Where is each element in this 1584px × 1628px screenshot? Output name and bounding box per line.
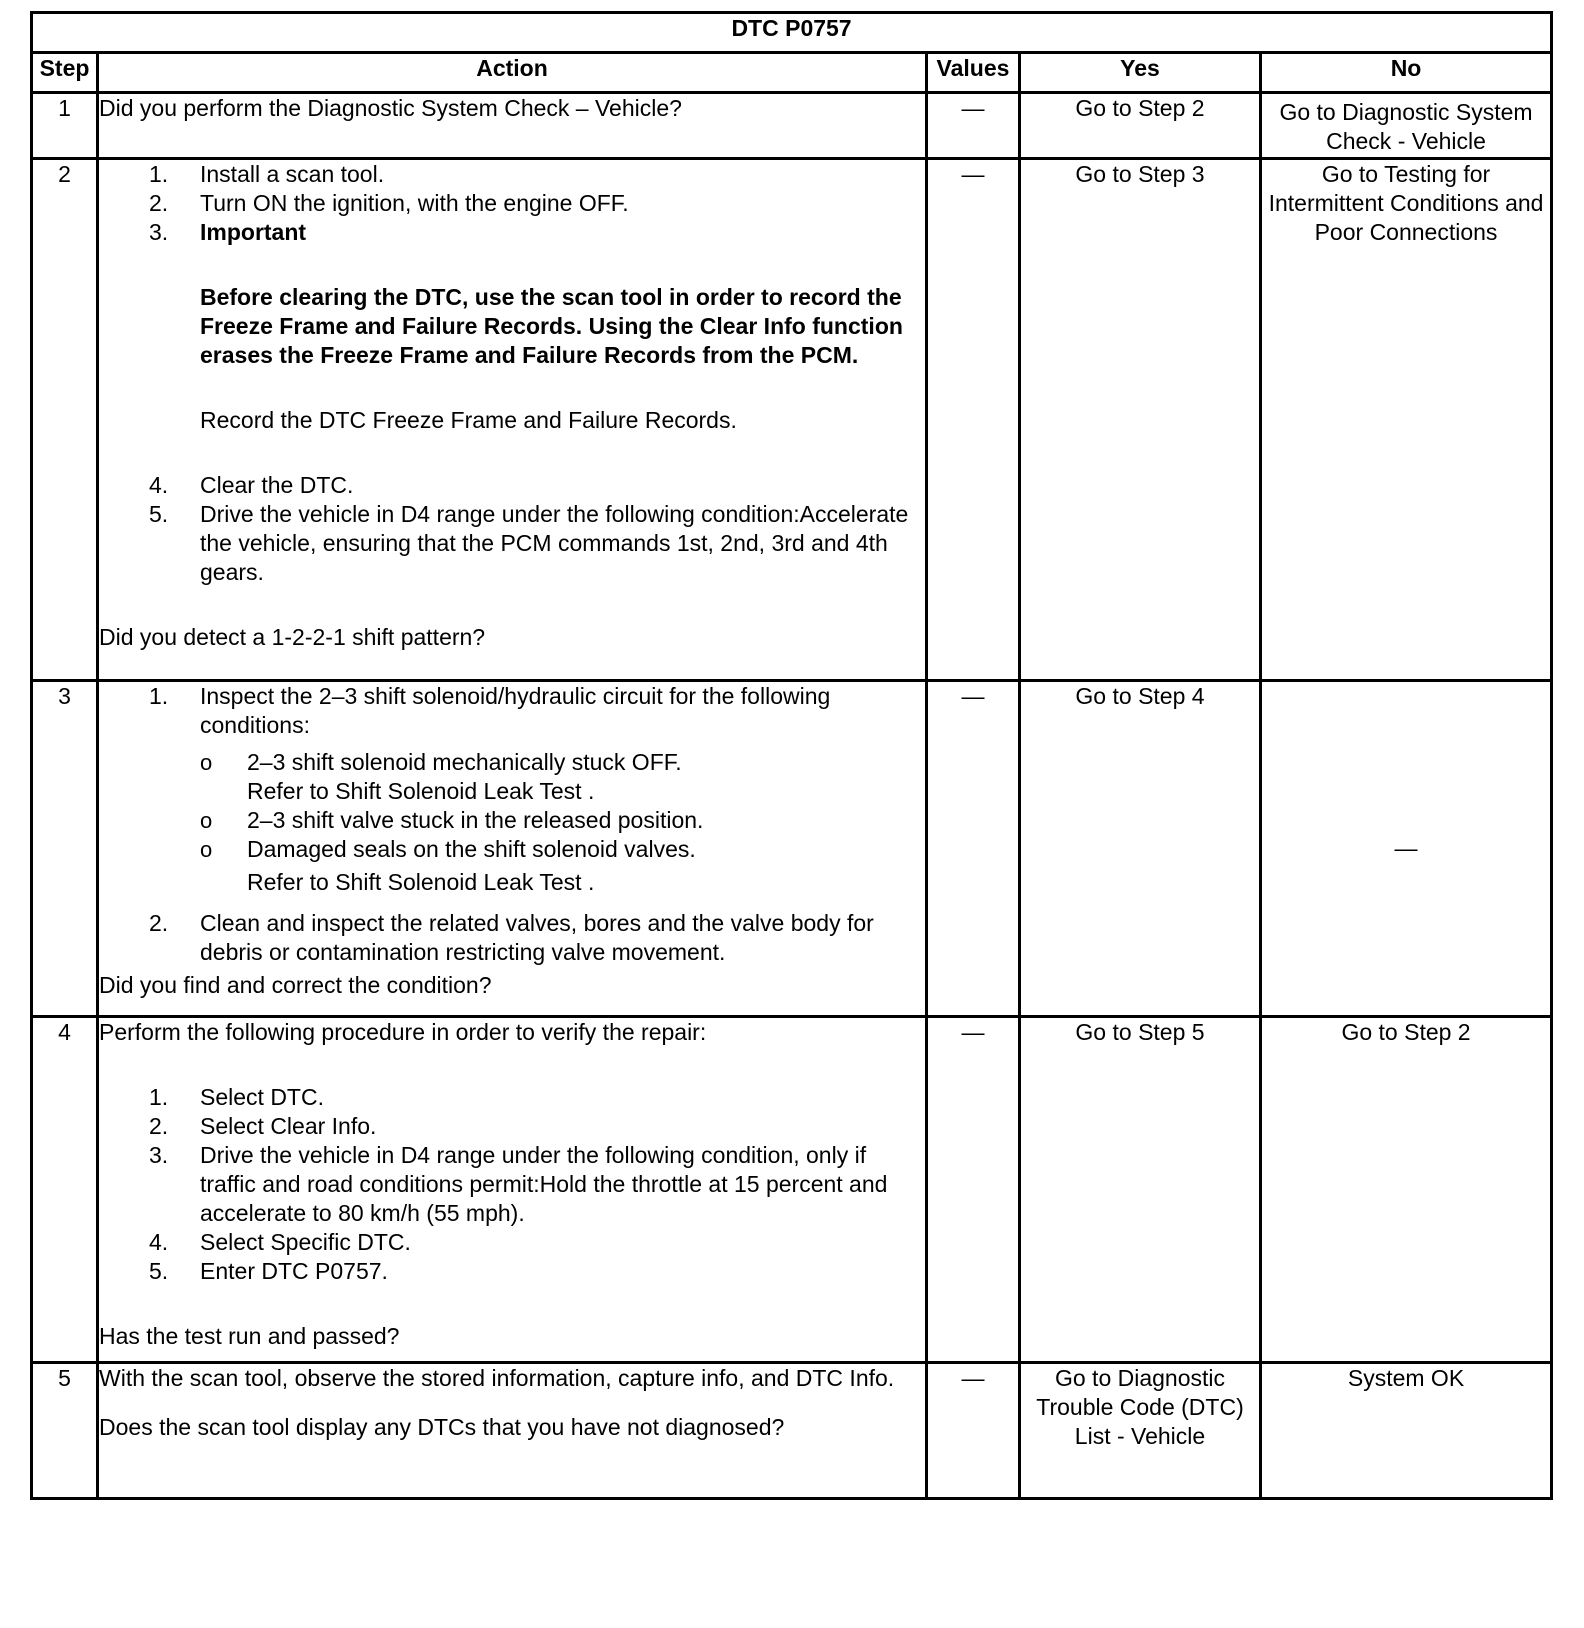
question-text: Has the test run and passed? (99, 1323, 400, 1349)
table-row (32, 681, 1552, 1017)
intro-text: With the scan tool, observe the stored information, capture info, and DTC Info. (99, 1365, 895, 1391)
refer-link-text: Refer to Shift Solenoid Leak Test . (247, 869, 595, 895)
table-row (32, 1017, 1552, 1363)
header-action: Action (98, 53, 927, 93)
procedure-list (99, 1083, 925, 1286)
table-row (32, 159, 1552, 681)
no-cell: Go to Diagnostic System Check - Vehicle (1261, 93, 1552, 159)
values-cell: — (927, 159, 1020, 681)
record-note: Record the DTC Freeze Frame and Failure Records. (200, 407, 737, 433)
list-item: 2. Turn ON the ignition, with the engine OFF. (149, 190, 629, 216)
list-item: o Damaged seals on the shift solenoid valves. (200, 836, 696, 862)
refer-link-text: Refer to Shift Solenoid Leak Test . (247, 778, 595, 804)
step-number: 2 (32, 159, 98, 681)
procedure-list (99, 909, 925, 967)
values-cell: — (927, 93, 1020, 159)
no-cell: System OK (1261, 1363, 1552, 1499)
step-number: 4 (32, 1017, 98, 1363)
list-item: 2. Clean and inspect the related valves, bores and the valve body for debris or contamination restricting valve movement. (149, 910, 874, 965)
step-number: 5 (32, 1363, 98, 1499)
table-row (32, 1363, 1552, 1499)
action-cell (98, 681, 927, 1017)
list-item: o 2–3 shift valve stuck in the released position. (200, 807, 704, 833)
important-note: Before clearing the DTC, use the scan tool in order to record the Freeze Frame and Failure Records. Using the Clear Info function erases the Freeze Frame and Failure Records from the PCM. (200, 284, 903, 368)
intro-text: Perform the following procedure in order to verify the repair: (99, 1019, 707, 1045)
action-cell (98, 1017, 927, 1363)
list-item: 1. Install a scan tool. (149, 161, 385, 187)
list-item: 1. Select DTC. (149, 1084, 324, 1110)
values-cell: — (927, 681, 1020, 1017)
list-item: 5. Drive the vehicle in D4 range under the following condition:Accelerate the vehicle, ensuring that the PCM commands 1st, 2nd, 3rd and 4th gears. (149, 501, 909, 585)
question-text: Did you detect a 1-2-2-1 shift pattern? (99, 624, 486, 650)
yes-cell: Go to Diagnostic Trouble Code (DTC) List - Vehicle (1020, 1363, 1261, 1499)
no-cell: — (1261, 681, 1552, 1017)
condition-list (99, 806, 925, 864)
list-item: 5. Enter DTC P0757. (149, 1258, 388, 1284)
no-cell: Go to Testing for Intermittent Conditions and Poor Connections (1261, 159, 1552, 681)
question-text: Did you find and correct the condition? (99, 972, 492, 998)
yes-cell: Go to Step 3 (1020, 159, 1261, 681)
action-cell (98, 159, 927, 681)
header-step: Step (32, 53, 98, 93)
question-text: Does the scan tool display any DTCs that you have not diagnosed? (99, 1414, 785, 1440)
list-item: 2. Select Clear Info. (149, 1113, 377, 1139)
list-item: 3. Drive the vehicle in D4 range under the following condition, only if traffic and road conditions permit:Hold the throttle at 15 percent and accelerate to 80 km/h (55 mph). (149, 1142, 888, 1226)
step-number: 3 (32, 681, 98, 1017)
dtc-table (30, 11, 1553, 1500)
condition-list (99, 748, 925, 777)
list-item: 4. Select Specific DTC. (149, 1229, 411, 1255)
values-cell: — (927, 1017, 1020, 1363)
header-yes: Yes (1020, 53, 1261, 93)
header-row (32, 53, 1552, 93)
list-item: 4. Clear the DTC. (149, 472, 354, 498)
procedure-list (99, 471, 925, 587)
table-row (32, 93, 1552, 159)
table-title: DTC P0757 (32, 13, 1552, 53)
yes-cell: Go to Step 4 (1020, 681, 1261, 1017)
yes-cell: Go to Step 5 (1020, 1017, 1261, 1363)
list-item: 3. Important (149, 219, 307, 245)
question-text: Did you perform the Diagnostic System Check – Vehicle? (99, 95, 682, 121)
action-cell (98, 1363, 927, 1499)
procedure-list (99, 682, 925, 740)
values-cell: — (927, 1363, 1020, 1499)
step-number: 1 (32, 93, 98, 159)
yes-cell: Go to Step 2 (1020, 93, 1261, 159)
action-cell (98, 93, 927, 159)
no-cell: Go to Step 2 (1261, 1017, 1552, 1363)
list-item: o 2–3 shift solenoid mechanically stuck OFF. (200, 749, 682, 775)
header-no: No (1261, 53, 1552, 93)
header-values: Values (927, 53, 1020, 93)
procedure-list (99, 160, 925, 247)
list-item: 1. Inspect the 2–3 shift solenoid/hydraulic circuit for the following conditions: (149, 683, 831, 738)
